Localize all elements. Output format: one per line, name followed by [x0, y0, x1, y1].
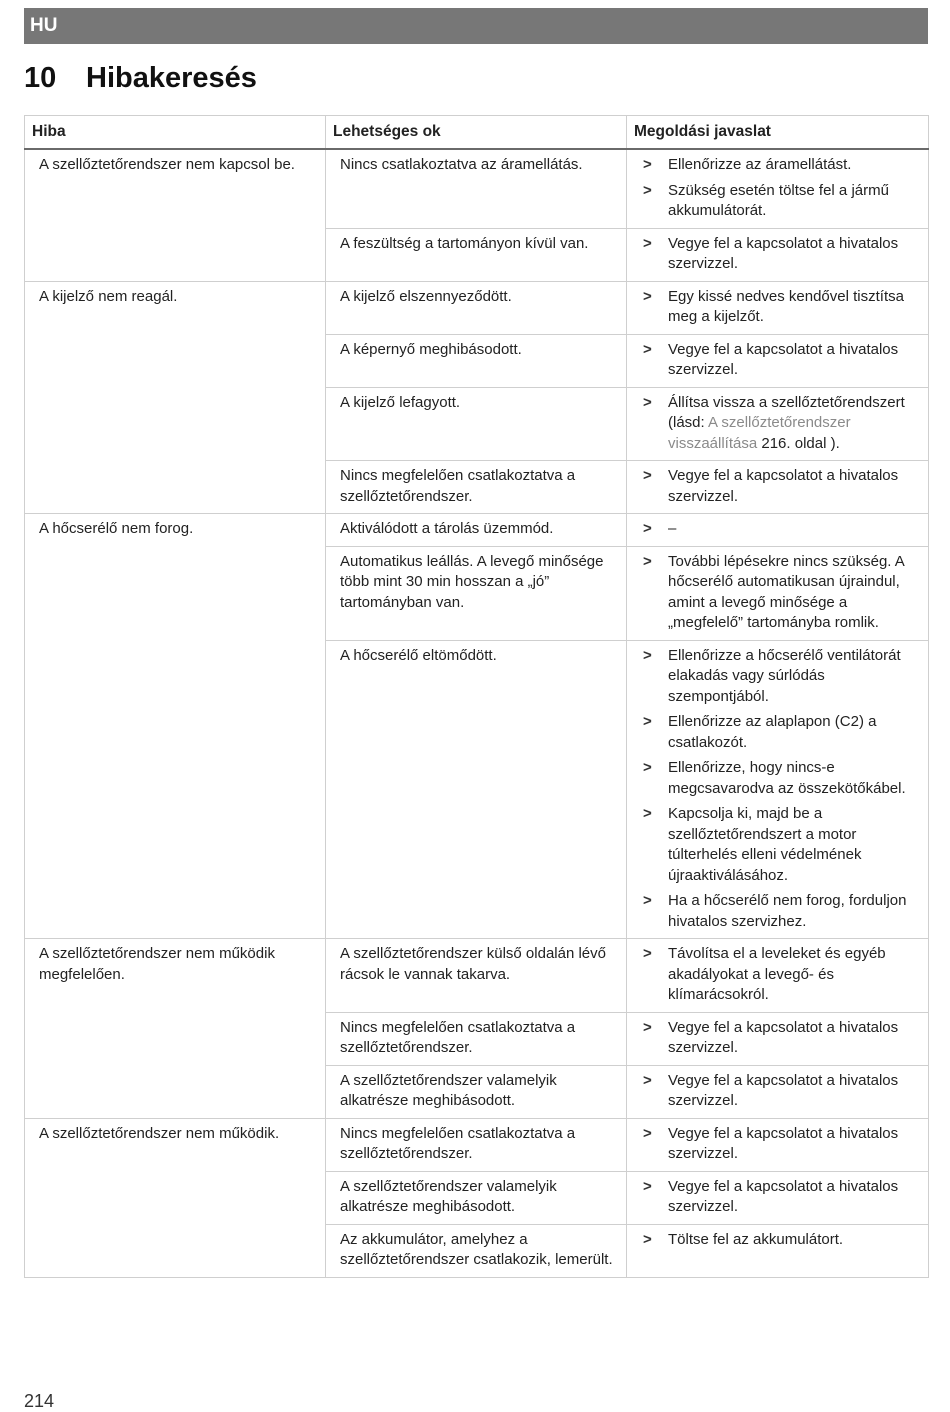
solution-step: [641, 466, 920, 507]
table-header-row: [25, 116, 929, 150]
solution-step: [641, 1124, 920, 1165]
solution-step: [641, 891, 920, 932]
chevron-right-icon: >: [643, 945, 652, 962]
page-reference-text: 216. oldal ).: [757, 434, 840, 452]
solution-step: [641, 646, 920, 708]
solution-cell: [627, 1065, 929, 1118]
chevron-right-icon: >: [643, 393, 652, 411]
solution-step: [641, 552, 920, 634]
solution-step-text: További lépésekre nincs szükség. A hőcserélő automatikusan újraindul, amint a levegő minősége a „megfelelő” tartományba romlik.: [668, 552, 904, 631]
solution-step-text: Távolítsa el a leveleket és egyéb akadályokat a levegő- és klímarácsokról.: [668, 945, 886, 1003]
solution-cell: [627, 387, 929, 461]
table-row: [25, 514, 929, 547]
solution-step: [641, 155, 920, 176]
solution-step: [641, 1177, 920, 1218]
cause-cell: Aktiválódott a tárolás üzemmód.: [326, 514, 627, 547]
solution-step-text: Vegye fel a kapcsolatot a hivatalos szervizzel.: [668, 1018, 899, 1056]
solution-step-text: Vegye fel a kapcsolatot a hivatalos szervizzel.: [668, 1124, 899, 1162]
solution-step: [641, 1230, 920, 1251]
chevron-right-icon: >: [643, 646, 652, 664]
solution-step: [641, 1071, 920, 1112]
chapter-number: 10: [24, 62, 57, 94]
solution-cell: [627, 514, 929, 547]
chevron-right-icon: >: [643, 1177, 652, 1195]
cause-cell: Az akkumulátor, amelyhez a szellőztetőrendszer csatlakozik, lemerült.: [326, 1224, 627, 1277]
solution-step-text: Vegye fel a kapcsolatot a hivatalos szervizzel.: [668, 340, 899, 378]
cross-reference-link[interactable]: A szellőztetőrendszer visszaállítása: [668, 414, 851, 452]
solution-cell: [627, 281, 929, 334]
chevron-right-icon: >: [643, 892, 652, 909]
chevron-right-icon: >: [643, 467, 652, 484]
fault-cell: A szellőztetőrendszer nem működik.: [25, 1118, 326, 1277]
cause-cell: A szellőztetőrendszer külső oldalán lévő rácsok le vannak takarva.: [326, 939, 627, 1013]
solution-step: [641, 944, 920, 1006]
solution-step: [641, 393, 920, 455]
solution-step-text: Töltse fel az akkumulátort.: [668, 1230, 844, 1248]
column-header-fault: Hiba: [25, 116, 326, 150]
chevron-right-icon: >: [643, 1230, 652, 1248]
solution-step: [641, 804, 920, 886]
cause-cell: Automatikus leállás. A levegő minősége több mint 30 min hosszan a „jó” tartományban van.: [326, 546, 627, 640]
table-body: [25, 149, 929, 1277]
solution-step-text: Ellenőrizze az alaplapon (C2) a csatlakozót.: [668, 713, 877, 751]
solution-step-text: Egy kissé nedves kendővel tisztítsa meg a kijelzőt.: [668, 287, 904, 325]
table-row: [25, 281, 929, 334]
solution-step-text: Vegye fel a kapcsolatot a hivatalos szervizzel.: [668, 1071, 899, 1109]
cause-cell: A képernyő meghibásodott.: [326, 334, 627, 387]
fault-cell: A kijelző nem reagál.: [25, 281, 326, 514]
chevron-right-icon: >: [643, 234, 652, 252]
solution-step: [641, 712, 920, 753]
chevron-right-icon: >: [643, 1071, 652, 1089]
cause-cell: Nincs megfelelően csatlakoztatva a szellőztetőrendszer.: [326, 1012, 627, 1065]
chevron-right-icon: >: [643, 713, 652, 730]
solution-step: [641, 758, 920, 799]
cause-cell: A szellőztetőrendszer valamelyik alkatrésze meghibásodott.: [326, 1171, 627, 1224]
solution-cell: [627, 1171, 929, 1224]
cause-cell: A kijelző lefagyott.: [326, 387, 627, 461]
solution-step: [641, 234, 920, 275]
cause-cell: Nincs megfelelően csatlakoztatva a szellőztetőrendszer.: [326, 461, 627, 514]
solution-step: [641, 287, 920, 328]
cause-cell: A kijelző elszennyeződött.: [326, 281, 627, 334]
fault-cell: A szellőztetőrendszer nem kapcsol be.: [25, 149, 326, 281]
chevron-right-icon: >: [643, 287, 652, 305]
cause-cell: A hőcserélő eltömődött.: [326, 640, 627, 939]
solution-step-text: Ellenőrizze, hogy nincs-e megcsavarodva az összekötőkábel.: [668, 759, 906, 797]
solution-step: [641, 181, 920, 222]
column-header-cause: Lehetséges ok: [326, 116, 627, 150]
chevron-right-icon: >: [643, 759, 652, 776]
chevron-right-icon: >: [643, 1018, 652, 1036]
solution-step-text: Vegye fel a kapcsolatot a hivatalos szervizzel.: [668, 1177, 899, 1215]
page-number: 214: [24, 1391, 55, 1411]
solution-step-text: Állítsa vissza a szellőztetőrendszert (lásd:: [668, 393, 905, 431]
solution-cell: [627, 228, 929, 281]
cause-cell: Nincs megfelelően csatlakoztatva a szellőztetőrendszer.: [326, 1118, 627, 1171]
column-header-solution: Megoldási javaslat: [627, 116, 929, 150]
chevron-right-icon: >: [643, 1124, 652, 1142]
solution-cell: [627, 640, 929, 939]
cause-cell: Nincs csatlakoztatva az áramellátás.: [326, 149, 627, 228]
solution-cell: [627, 461, 929, 514]
chevron-right-icon: >: [643, 805, 652, 822]
solution-step-text: Kapcsolja ki, majd be a szellőztetőrendszert a motor túlterhelés elleni védelmének újraaktiválásához.: [668, 805, 862, 884]
chapter-title: Hibakeresés: [86, 62, 257, 94]
solution-step-text: Ellenőrizze az áramellátást.: [668, 156, 852, 173]
language-code: HU: [30, 15, 58, 36]
fault-cell: A hőcserélő nem forog.: [25, 514, 326, 939]
troubleshooting-table: [24, 115, 929, 1278]
table-row: [25, 149, 929, 228]
solution-step-text: Ha a hőcserélő nem forog, forduljon hivatalos szervizhez.: [668, 892, 907, 930]
chevron-right-icon: >: [643, 552, 652, 570]
solution-step-text: Szükség esetén töltse fel a jármű akkumulátorát.: [668, 181, 889, 219]
solution-step-text: –: [668, 520, 677, 537]
solution-step: [641, 519, 920, 540]
solution-step-text: Ellenőrizze a hőcserélő ventilátorát elakadás vagy súrlódás szempontjából.: [668, 646, 901, 705]
solution-cell: [627, 939, 929, 1013]
solution-cell: [627, 1118, 929, 1171]
solution-cell: [627, 1224, 929, 1277]
solution-cell: [627, 334, 929, 387]
solution-cell: [627, 149, 929, 228]
solution-step-text: Vegye fel a kapcsolatot a hivatalos szervizzel.: [668, 467, 899, 505]
solution-cell: [627, 546, 929, 640]
fault-cell: A szellőztetőrendszer nem működik megfelelően.: [25, 939, 326, 1119]
cause-cell: A szellőztetőrendszer valamelyik alkatrésze meghibásodott.: [326, 1065, 627, 1118]
solution-step-text: Vegye fel a kapcsolatot a hivatalos szervizzel.: [668, 234, 899, 272]
chevron-right-icon: >: [643, 181, 652, 199]
chevron-right-icon: >: [643, 156, 652, 173]
solution-step: [641, 340, 920, 381]
solution-cell: [627, 1012, 929, 1065]
cause-cell: A feszültség a tartományon kívül van.: [326, 228, 627, 281]
chapter-heading: [24, 58, 257, 98]
chevron-right-icon: >: [643, 520, 652, 537]
language-bar: [24, 8, 928, 44]
chevron-right-icon: >: [643, 340, 652, 358]
table-row: [25, 1118, 929, 1171]
solution-step: [641, 1018, 920, 1059]
table-row: [25, 939, 929, 1013]
